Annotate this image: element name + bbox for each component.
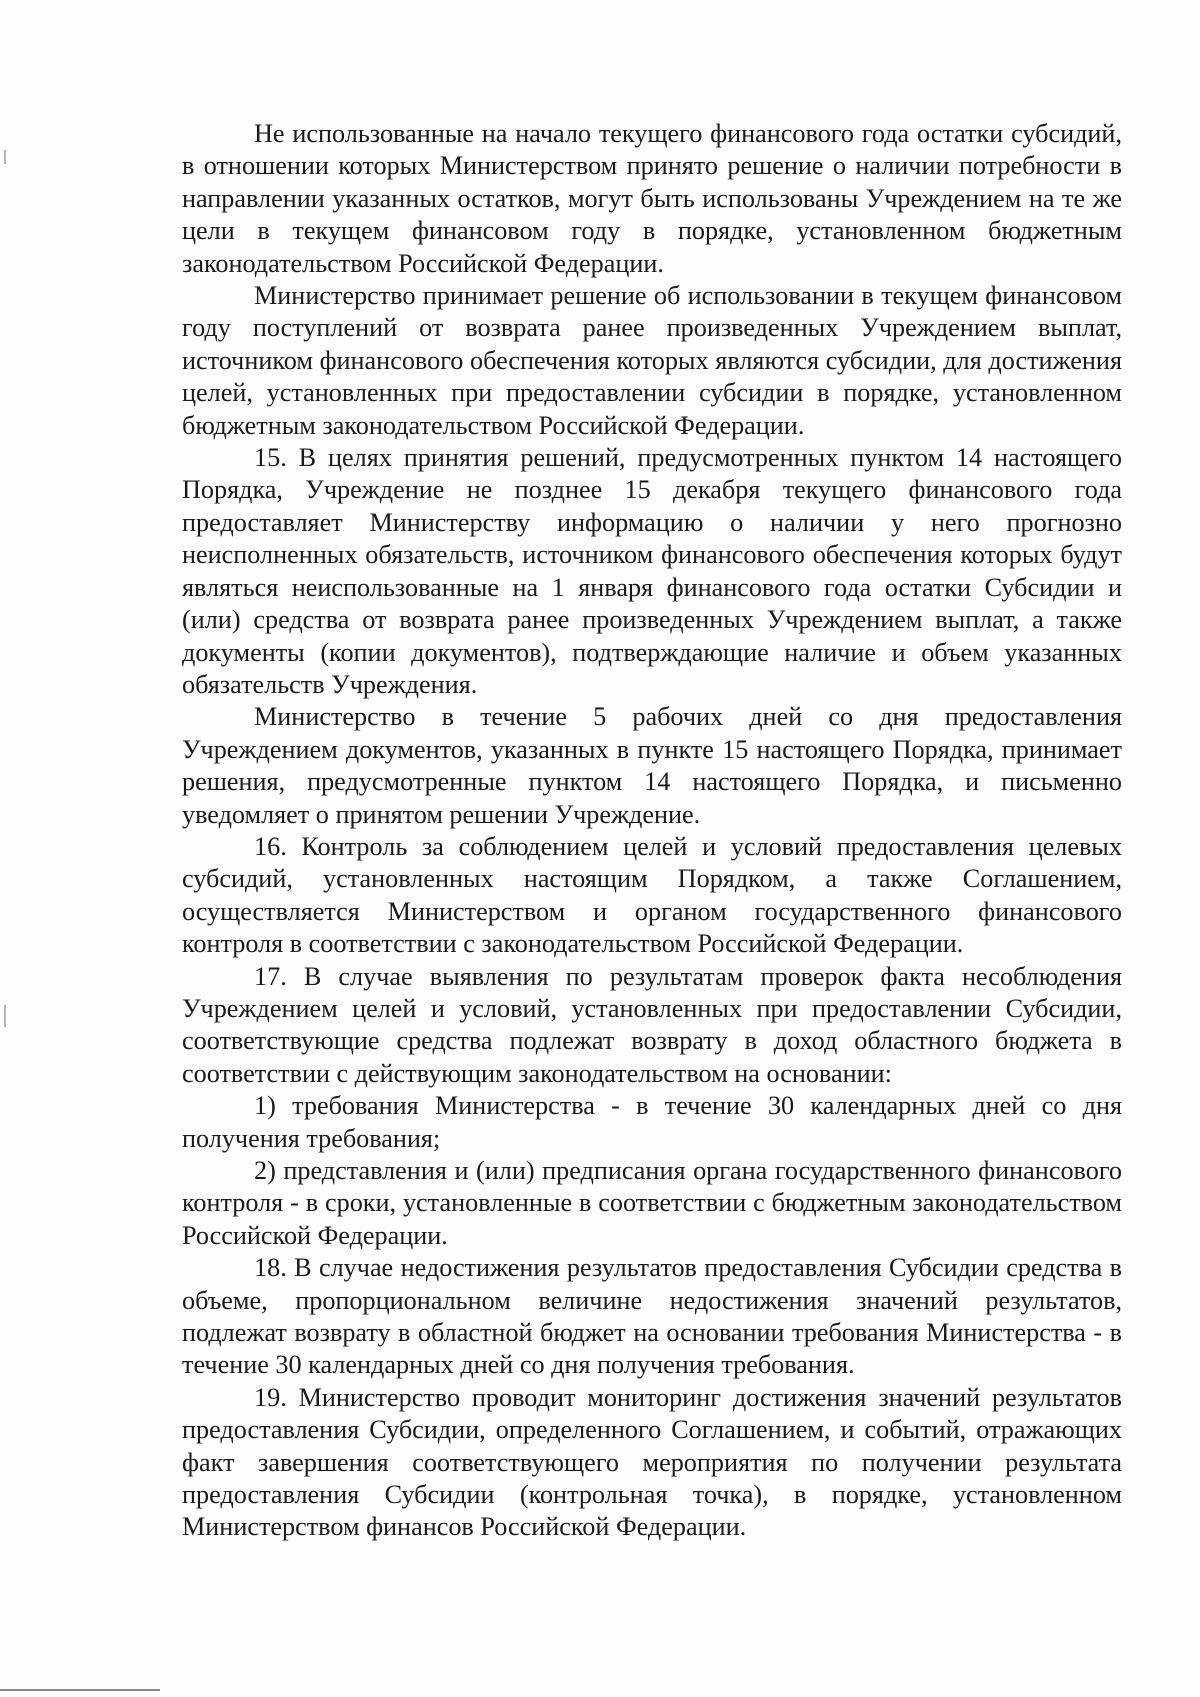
paragraph-item-17-sub-1: 1) требования Министерства - в течение 30 календарных дней со дня получения требования; <box>182 1091 1122 1153</box>
scan-margin-mark <box>4 150 6 164</box>
paragraph-item-17: 17. В случае выявления по результатам проверок факта несоблюдения Учреждением целей и условий, установленных при предоставлении Субсидии, соответствующие средства подлежат возврату в доход областного бюджета в соответствии с действующим законодательством на основании: <box>182 961 1122 1088</box>
paragraph-ministry-5-days: Министерство в течение 5 рабочих дней со дня предоставления Учреждением документов, указанных в пункте 15 настоящего Порядка, принимает решения, предусмотренные пунктом 14 настоящего Порядка, и письменно уведомляет о принятом решении Учреждение. <box>182 702 1122 829</box>
document-body <box>182 118 1122 1544</box>
paragraph-item-16: 16. Контроль за соблюдением целей и условий предоставления целевых субсидий, установленных настоящим Порядком, а также Соглашением, осуществляется Министерством и органом государственного финансового контроля в соответствии с законодательством Российской Федерации. <box>182 831 1122 959</box>
paragraph-item-15: 15. В целях принятия решений, предусмотренных пунктом 14 настоящего Порядка, Учреждение не позднее 15 декабря текущего финансового года предоставляет Министерству информацию о наличии у него прогнозно неисполненных обязательств, источником финансового обеспечения которых будут являться неиспользованные на 1 января финансового года остатки Субсидии и (или) средства от возврата ранее произведенных Учреждением выплат, а также документы (копии документов), подтверждающие наличие и объем указанных обязательств Учреждения. <box>182 443 1122 699</box>
paragraph-item-19: 19. Министерство проводит мониторинг достижения значений результатов предоставления Субсидии, определенного Соглашением, и событий, отражающих факт завершения соответствующего мероприятия по получении результата предоставления Субсидии (контрольная точка), в порядке, установленном Министерством финансов Российской Федерации. <box>182 1382 1122 1542</box>
scan-margin-mark <box>4 1005 6 1027</box>
bottom-rule <box>0 1689 160 1691</box>
paragraph-ministry-decision: Министерство принимает решение об использовании в текущем финансовом году поступлений от возврата ранее произведенных Учреждением выплат, источником финансового обеспечения которых являются субсидии, для достижения целей, установленных при предоставлении субсидии в порядке, установленном бюджетным законодательством Российской Федерации. <box>182 281 1122 440</box>
paragraph-item-17-sub-2: 2) представления и (или) предписания органа государственного финансового контроля - в сроки, установленные в соответствии с бюджетным законодательством Российской Федерации. <box>182 1156 1122 1250</box>
paragraph-unused-balances: Не использованные на начало текущего финансового года остатки субсидий, в отношении которых Министерством принято решение о наличии потребности в направлении указанных остатков, могут быть использованы Учреждением на те же цели в текущем финансовом году в порядке, установленном бюджетным законодательством Российской Федерации. <box>182 119 1122 278</box>
paragraph-item-18: 18. В случае недостижения результатов предоставления Субсидии средства в объеме, пропорциональном величине недостижения значений результатов, подлежат возврату в областной бюджет на основании требования Министерства - в течение 30 календарных дней со дня получения требования. <box>182 1253 1122 1380</box>
